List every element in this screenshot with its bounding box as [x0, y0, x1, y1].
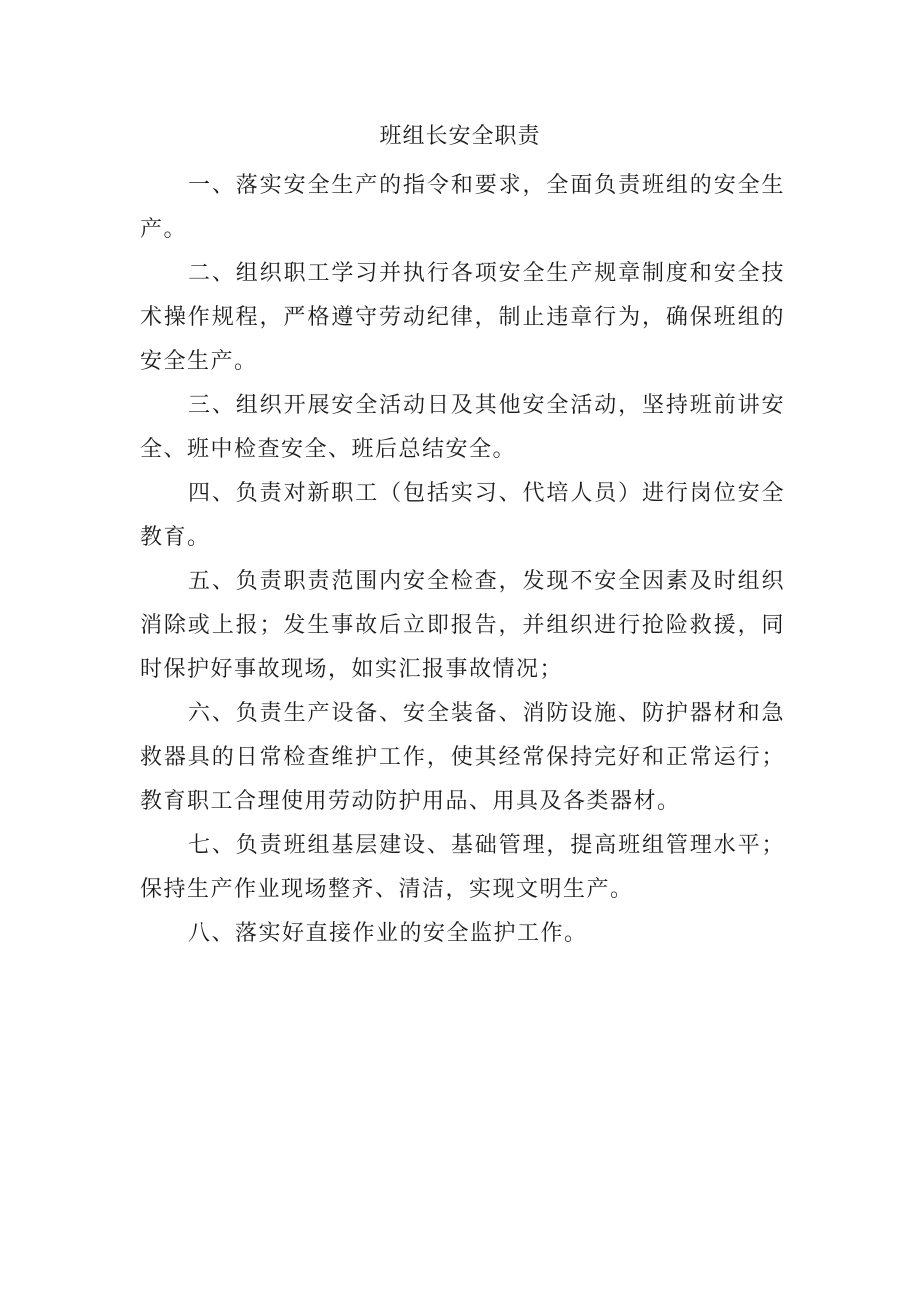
- document-body: [140, 164, 785, 956]
- document-title: 班组长安全职责: [379, 124, 541, 149]
- paragraph-6: 六、负责生产设备、安全装备、消防设施、防护器材和急救器具的日常检查维护工作，使其经常保持完好和正常运行；教育职工合理使用劳动防护用品、用具及各类器材。: [140, 701, 785, 814]
- paragraph-1: 一、落实安全生产的指令和要求，全面负责班组的安全生产。: [140, 173, 785, 242]
- paragraph-2: 二、组织职工学习并执行各项安全生产规章制度和安全技术操作规程，严格遵守劳动纪律，制止违章行为，确保班组的安全生产。: [140, 261, 785, 374]
- paragraph-7: 七、负责班组基层建设、基础管理，提高班组管理水平；保持生产作业现场整齐、清洁，实现文明生产。: [140, 833, 785, 902]
- paragraph-4: 四、负责对新职工（包括实习、代培人员）进行岗位安全教育。: [140, 481, 785, 550]
- paragraph-8: 八、落实好直接作业的安全监护工作。: [188, 921, 588, 946]
- paragraph-3: 三、组织开展安全活动日及其他安全活动，坚持班前讲安全、班中检查安全、班后总结安全。: [140, 393, 785, 462]
- paragraph-5: 五、负责职责范围内安全检查，发现不安全因素及时组织消除或上报；发生事故后立即报告，并组织进行抢险救援，同时保护好事故现场，如实汇报事故情况；: [140, 569, 785, 682]
